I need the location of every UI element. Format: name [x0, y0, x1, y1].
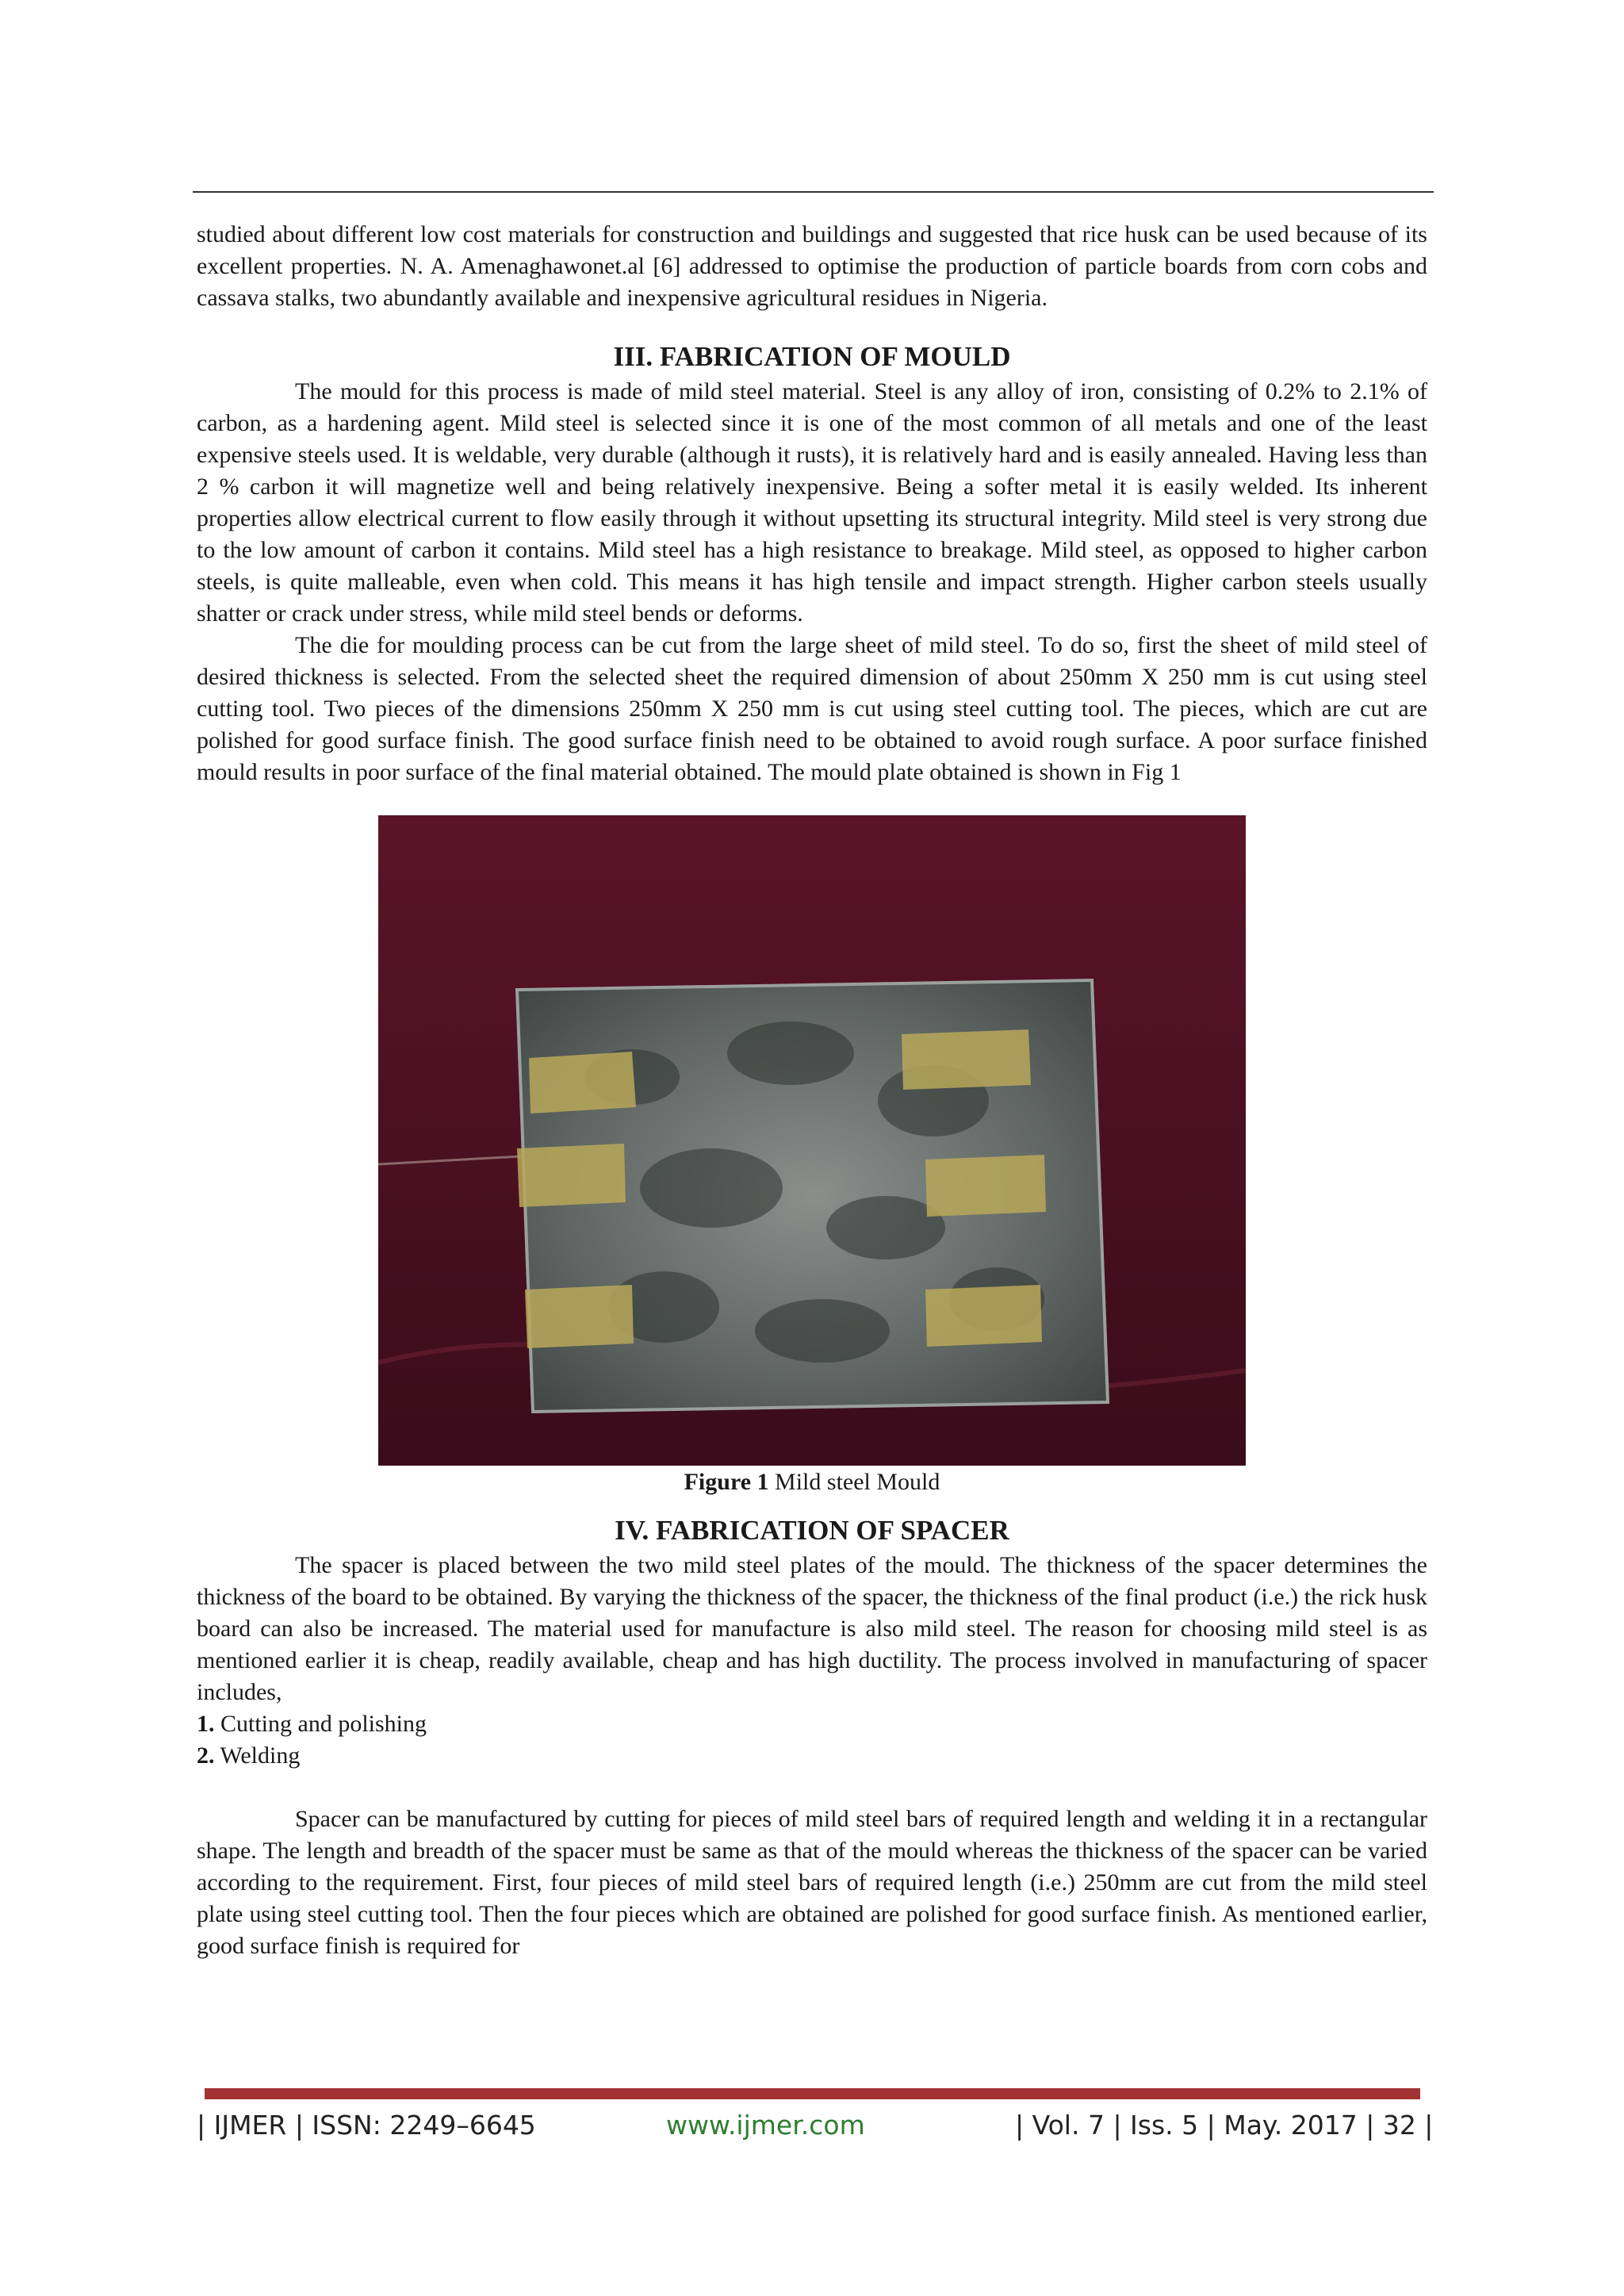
section-heading-spacer: IV. FABRICATION OF SPACER — [615, 1515, 1009, 1546]
list-item-number: 2. — [197, 1742, 215, 1769]
footer-journal-issn: | IJMER | ISSN: 2249–6645 — [197, 2110, 536, 2141]
page-footer — [197, 2106, 1434, 2145]
process-list-item — [197, 1708, 1427, 1740]
list-item-text: Welding — [214, 1742, 301, 1769]
header-rule — [193, 191, 1434, 193]
mould-paragraph-1: The mould for this process is made of mild steel material. Steel is any alloy of iron, consisting of 0.2% to 2.1% of carbon, as a hardening agent. Mild steel is selected since it is one of the most common of all metals and one of the least expensive steels used. It is weldable, very durable (although it rusts), it is relatively hard and is easily annealed. Having less than 2 % carbon it will magnetize well and being relatively inexpensive. Being a softer metal it is easily welded. Its inherent properties allow electrical current to flow easily through it without upsetting its structural integrity. Mild steel is very strong due to the low amount of carbon it contains. Mild steel has a high resistance to breakage. Mild steel, as opposed to higher carbon steels, is quite malleable, even when cold. This means it has high tensile and impact strength. Higher carbon steels usually shatter or crack under stress, while mild steel bends or deforms. — [197, 378, 1427, 627]
spacer-paragraph-1: The spacer is placed between the two mild steel plates of the mould. The thickness of the spacer determines the thickness of the board to be obtained. By varying the thickness of the spacer, the thickness of the final product (i.e.) the rick husk board can also be increased. The material used for manufacture is also mild steel. The reason for choosing mild steel is as mentioned earlier it is cheap, readily available, cheap and has high ductility. The process involved in manufacturing of spacer includes, — [197, 1552, 1427, 1705]
footer-website-link[interactable]: www.ijmer.com — [666, 2110, 865, 2141]
figure-caption-text: Mild steel Mould — [768, 1469, 940, 1495]
figure-caption — [197, 1466, 1427, 1499]
mild-steel-mould-photo — [378, 815, 1246, 1466]
footer-volume-page: | Vol. 7 | Iss. 5 | May. 2017 | 32 | — [1015, 2110, 1434, 2141]
figure-1 — [197, 815, 1427, 1499]
mould-photo-illustration — [378, 815, 1246, 1466]
mould-paragraph-2: The die for moulding process can be cut from the large sheet of mild steel. To do so, first the sheet of mild steel of desired thickness is selected. From the selected sheet the required dimension of about 250mm X 250 mm is cut using steel cutting tool. Two pieces of the dimensions 250mm X 250 mm is cut using steel cutting tool. The pieces, which are cut are polished for good surface finish. The good surface finish need to be obtained to avoid rough surface. A poor surface finished mould results in poor surface of the final material obtained. The mould plate obtained is shown in Fig 1 — [197, 632, 1427, 785]
process-list-item — [197, 1740, 1427, 1772]
list-item-text: Cutting and polishing — [214, 1711, 427, 1737]
footer-rule — [205, 2088, 1420, 2099]
figure-label: Figure 1 — [684, 1469, 769, 1495]
list-item-number: 1. — [197, 1711, 215, 1737]
section-heading-mould: III. FABRICATION OF MOULD — [613, 341, 1011, 372]
spacer-paragraph-2: Spacer can be manufactured by cutting for pieces of mild steel bars of required length and welding it in a rectangular shape. The length and breadth of the spacer must be same as that of the mould whereas the thickness of the spacer can be varied according to the requirement. First, four pieces of mild steel bars of required length (i.e.) 250mm are cut from the mild steel plate using steel cutting tool. Then the four pieces which are obtained are polished for good surface finish. As mentioned earlier, good surface finish is required for — [197, 1806, 1427, 1959]
intro-paragraph: studied about different low cost materials for construction and buildings and suggested that rice husk can be used because of its excellent properties. N. A. Amenaghawonet.al [6] addressed to optimise the production of particle boards from corn cobs and cassava stalks, two abundantly available and inexpensive agricultural residues in Nigeria. — [197, 221, 1427, 311]
page-content — [197, 219, 1427, 1962]
